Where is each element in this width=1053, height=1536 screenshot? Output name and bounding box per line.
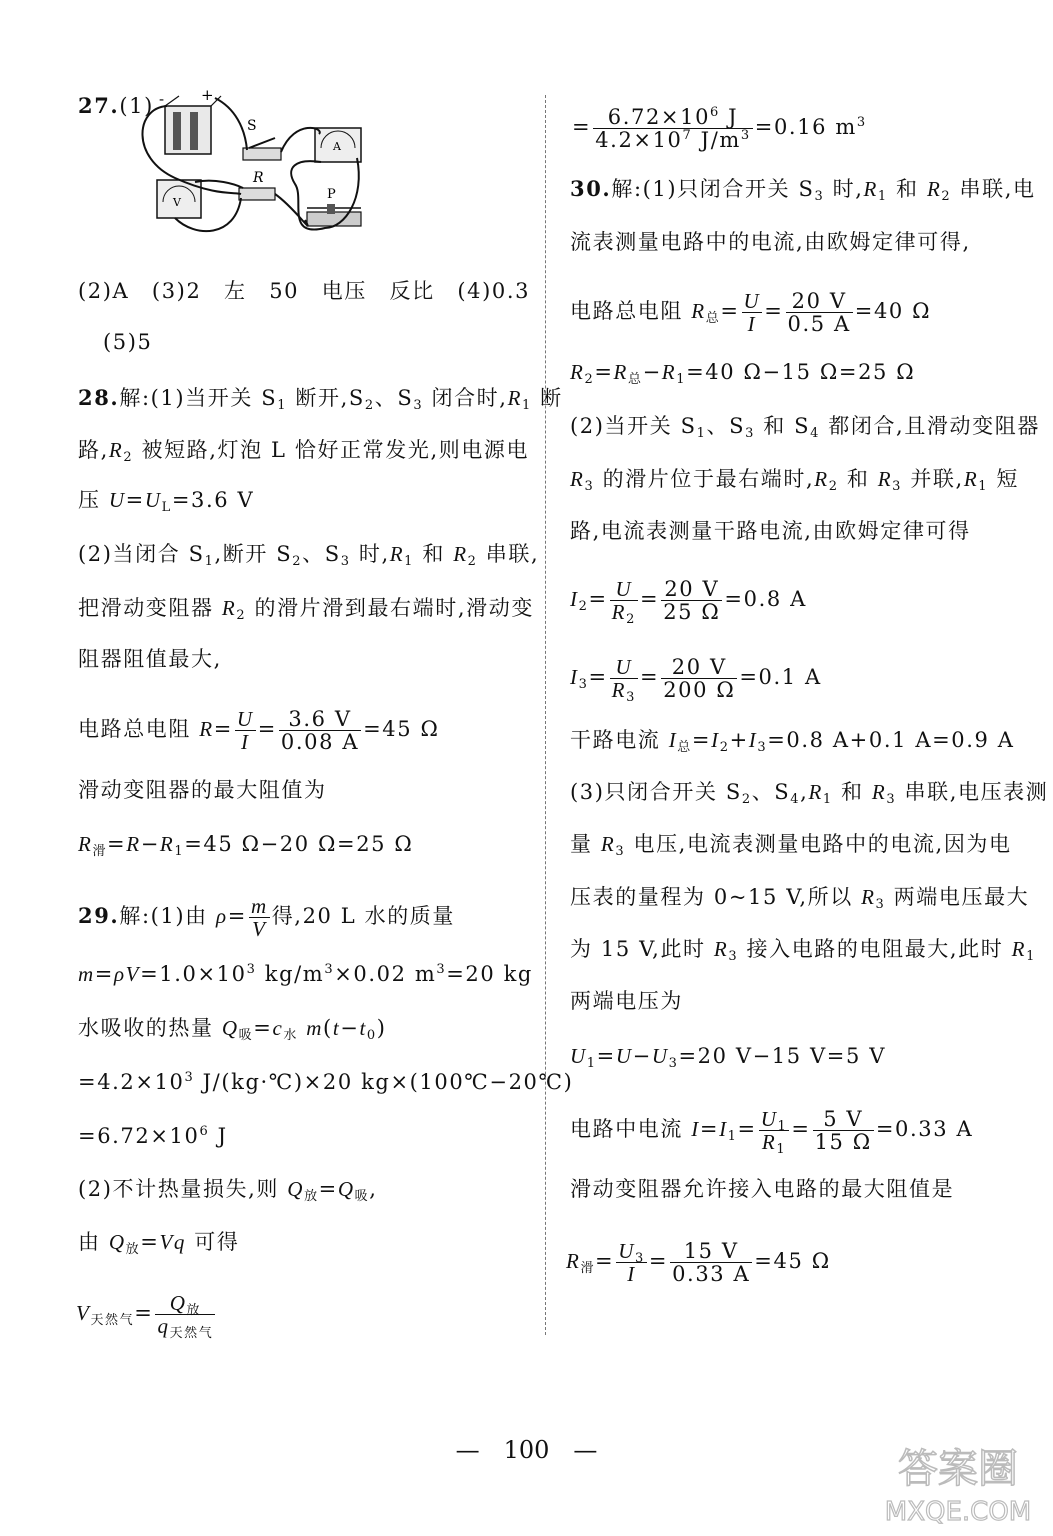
q30-line2: 流表测量电路中的电流,由欧姆定律可得, <box>570 230 971 254</box>
q28-line6: 阻器阻值最大, <box>78 647 222 671</box>
switch-label: S <box>247 118 257 134</box>
fraction: $\frac{Q_放}{q_{天然气}}$ <box>157 1291 214 1341</box>
fraction: $\frac{5 V}{15 \Omega}$ <box>814 1107 872 1154</box>
q29-line2: $m=\rho V=1.0\times 10^3$ $kg/m^3\times 0.02$ $m^3=20$ kg <box>78 962 533 986</box>
q30-line6: $R_3$ 的滑片位于最右端时$,R_2$ 和 $R_3$ 并联$,R_1$ 短 <box>570 467 1020 494</box>
q30-line17: 电路中电流 $I=I_1=$ $\frac{U_1}{R_1}$ = $\frac{5 V}{15 \Omega}$ =0.33 A <box>570 1107 974 1157</box>
battery-minus-label: - <box>159 90 165 108</box>
ammeter-label: A <box>333 140 341 153</box>
q28-line5: 把滑动变阻器 $R_2$ 的滑片滑到最右端时,滑动变 <box>78 596 534 623</box>
q30-line1: 30.解:(1)只闭合开关 $S_3$ 时$,R_1$ 和 $R_2$ 串联,电 <box>570 176 1036 204</box>
q28-line7: 电路总电阻 R= $\frac{U}{I}$ = $\frac{3.6 V}{0.08 A}$ =45 Ω <box>78 707 440 754</box>
fraction: $\frac{U_1}{R_1}$ <box>760 1107 788 1157</box>
fraction: $\frac{20 V}{25 \Omega}$ <box>663 577 721 624</box>
page-number: — 100 — <box>455 1436 598 1464</box>
q28-line8: 滑动变阻器的最大阻值为 <box>78 778 327 802</box>
fraction: $\frac{3.6 V}{0.08 A}$ <box>280 707 360 754</box>
svg-text:答案圈: 答案圈 <box>898 1446 1018 1492</box>
q29-line6: (2)不计热量损失,则 $Q_放=Q_吸$, <box>78 1177 378 1204</box>
q29-line1: 29.解:(1)由 ρ= $\frac{m}{V}$ 得,20 L 水的质量 <box>78 894 455 941</box>
q30-line3: 电路总电阻 $R_总=$ $\frac{U}{I}$ = $\frac{20 V}{0.5 A}$ =40 Ω <box>570 289 932 336</box>
fraction: $\frac{U_3}{I}$ <box>618 1239 645 1286</box>
q30-line12: 量 $R_3$ 电压,电流表测量电路中的电流,因为电 <box>570 832 1012 859</box>
q29-continuation-line: = $\frac{6.72\times 10^6 J}{4.2\times 10^7 J/m^3}$ =0.16 $m^3$ <box>572 105 867 152</box>
fraction: $\frac{U}{R_2}$ <box>611 577 636 627</box>
q27-line3: (5)5 <box>103 330 153 354</box>
resistor-icon <box>239 188 275 200</box>
switch-icon <box>243 138 281 160</box>
q29-line8: $V_{天然气}=$ $\frac{Q_放}{q_{天然气}}$ <box>76 1291 214 1341</box>
q30-line14: 为 15 V,此时 $R_3$ 接入电路的电阻最大,此时 $R_1$ <box>570 937 1036 964</box>
svg-text:MXQE.COM: MXQE.COM <box>884 1497 1032 1527</box>
fraction: $\frac{U}{I}$ <box>236 707 254 754</box>
fraction: $\frac{U}{I}$ <box>743 289 761 336</box>
fraction: $\frac{15 V}{0.33 A}$ <box>672 1239 751 1286</box>
q30-line10: 干路电流 $I_总=I_2+I_3=0.8$ A+0.1 A=0.9 A <box>570 728 1015 755</box>
q30-line8: $I_2=$ $\frac{U}{R_2}$ = $\frac{20 V}{25 \Omega}$ =0.8 A <box>570 577 807 627</box>
column-divider <box>545 95 546 1335</box>
circuit-diagram <box>135 88 375 248</box>
fraction: $\frac{U}{R_3}$ <box>611 655 636 705</box>
q30-line4: $R_2=R_总-R_1=40$ Ω−15 Ω=25 Ω <box>570 360 916 387</box>
fraction: $\frac{m}{V}$ <box>250 894 268 941</box>
q27-number: 27. <box>78 93 120 118</box>
q28-line1: 28.解:(1)当开关 $S_1$ 断开$,S_2$、$S_3$ 闭合时$,R_1$ 断 <box>78 385 563 413</box>
q27-line2: (2)A (3)2 左 50 电压 反比 (4)0.3 <box>78 279 531 303</box>
q30-line18: 滑动变阻器允许接入电路的最大阻值是 <box>570 1177 955 1201</box>
q29-number: 29. <box>78 903 120 928</box>
q30-line16: $U_1=U-U_3=20$ V−15 V=5 V <box>570 1044 886 1071</box>
voltmeter-label: V <box>173 196 181 209</box>
q28-line9: $R_滑=R-R_1=45$ Ω−20 Ω=25 Ω <box>78 832 414 859</box>
fraction: $\frac{20 V}{200 \Omega}$ <box>663 655 736 702</box>
q30-line5: (2)当开关 $S_1$、$S_3$ 和 $S_4$ 都闭合,且滑动变阻器 <box>570 414 1040 441</box>
q28-line2: 路$,R_2$ 被短路,灯泡 L 恰好正常发光,则电源电 <box>78 438 530 465</box>
q28-line3: 压 $U=U_L=3.6$ V <box>78 488 255 515</box>
slider-label: P <box>327 187 336 202</box>
q29-line5: $=6.72\times 10^6$ J <box>78 1124 228 1148</box>
q30-number: 30. <box>570 176 612 201</box>
q30-line9: $I_3=$ $\frac{U}{R_3}$ = $\frac{20 V}{200 \Omega}$ =0.1 A <box>570 655 822 705</box>
q30-line7: 路,电流表测量干路电流,由欧姆定律可得 <box>570 519 971 543</box>
q29-line7: 由 $Q_放=Vq$ 可得 <box>78 1230 240 1257</box>
q30-line13: 压表的量程为 0~15 V,所以 $R_3$ 两端电压最大 <box>570 885 1030 912</box>
q29-line4: $=4.2\times 10^3$ J/(kg·℃)×20 kg×(100℃−20℃) <box>78 1070 574 1094</box>
q28-line4: (2)当闭合 $S_1$,断开 $S_2$、$S_3$ 时$,R_1$ 和 $R_2$ 串联, <box>78 542 540 569</box>
battery-plus-label: + <box>201 88 214 104</box>
q29-line3: 水吸收的热量 $Q_吸=c_水$ $m(t-t_0)$ <box>78 1016 387 1043</box>
watermark-logo <box>873 1430 1043 1530</box>
q30-line11: (3)只闭合开关 $S_2$、$S_4,R_1$ 和 $R_3$ 串联,电压表测 <box>570 780 1049 807</box>
q30-line15: 两端电压为 <box>570 989 683 1013</box>
q27-part1-label: (1) <box>119 94 154 118</box>
fraction: $\frac{6.72\times 10^6 J}{4.2\times 10^7 J/m^3}$ <box>595 105 751 152</box>
q30-line19: $R_滑=$ $\frac{U_3}{I}$ = $\frac{15 V}{0.33 A}$ =45 Ω <box>566 1239 831 1286</box>
q28-number: 28. <box>78 385 120 410</box>
battery-icon <box>165 96 221 154</box>
resistor-label: R <box>253 170 264 186</box>
fraction: $\frac{20 V}{0.5 A}$ <box>787 289 851 336</box>
